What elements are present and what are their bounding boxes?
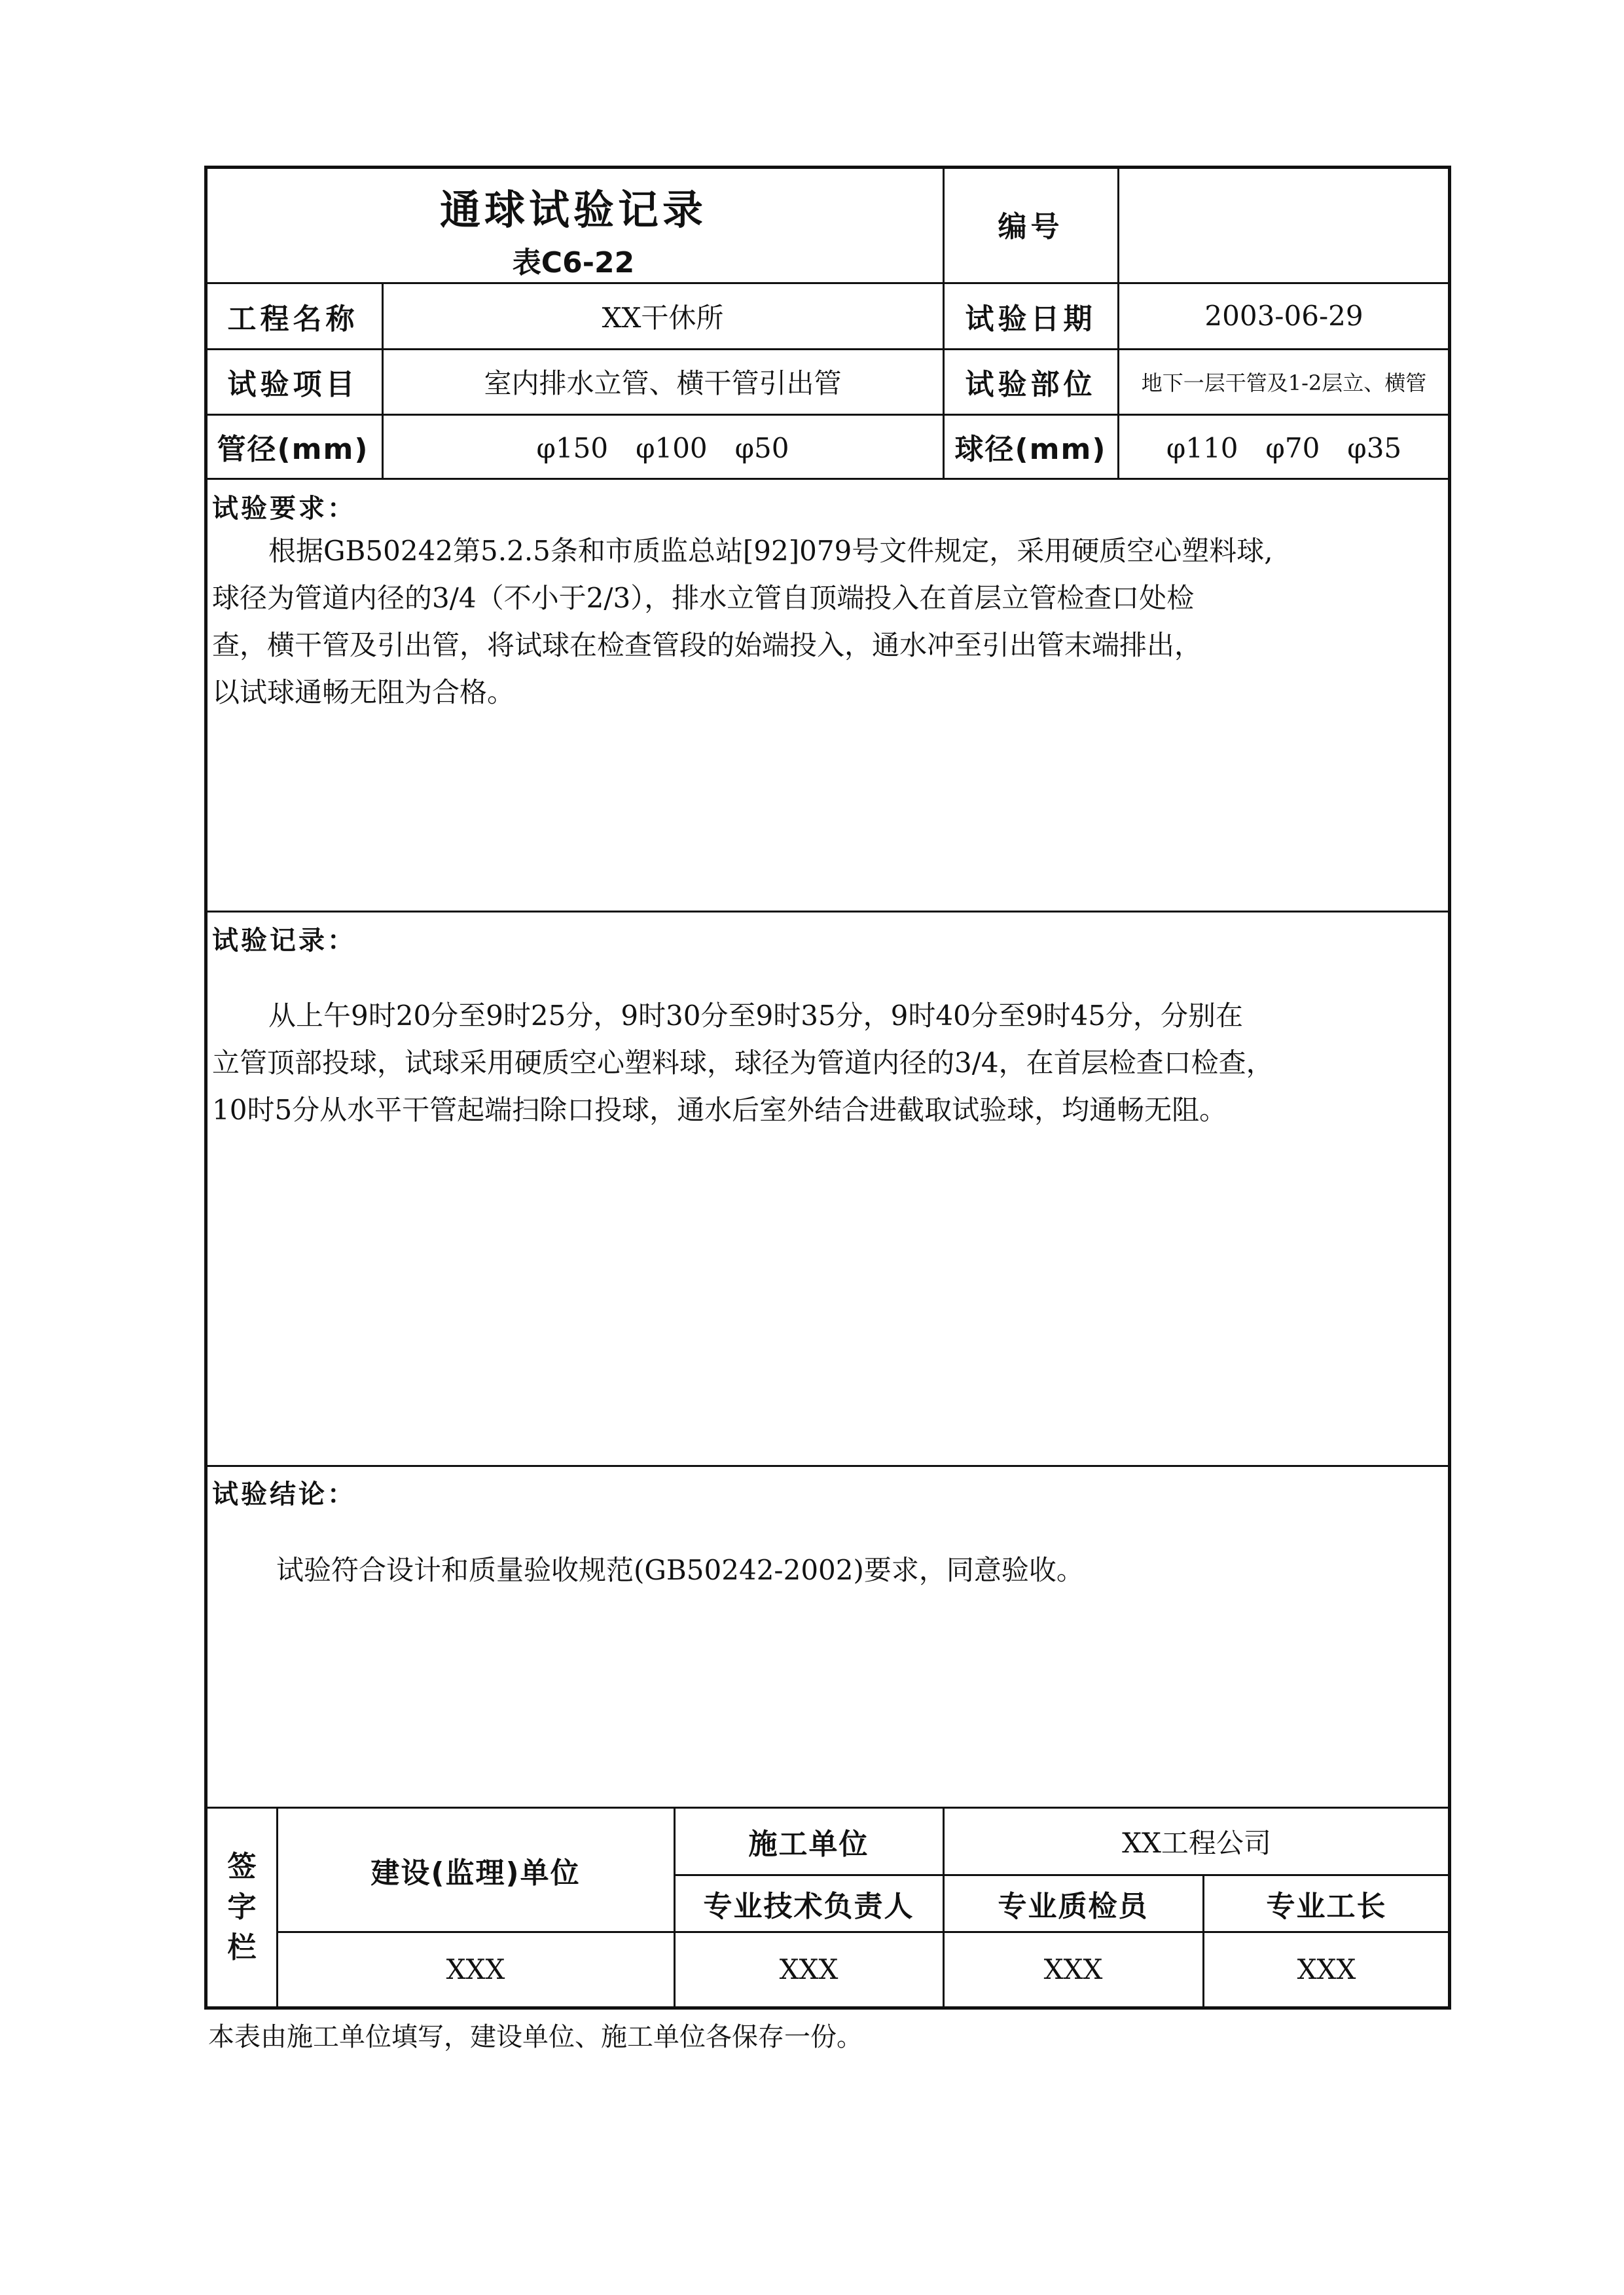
border-bottom [204,2006,1451,2010]
requirements-heading: 试验要求： [212,494,356,524]
rule [204,911,1451,913]
requirements-line: 以试球通畅无阻为合格。 [212,676,515,708]
conclusion-heading: 试验结论： [212,1479,356,1509]
tech-lead-signature: XXX [779,1953,839,1985]
test-record-form [204,166,1451,2010]
footer-note: 本表由施工单位填写，建设单位、施工单位各保存一份。 [208,2022,863,2052]
records-line: 10时5分从水平干管起端扫除口投球，通水后室外结合进截取试验球，均通畅无阻。 [212,1094,1227,1126]
contractor-label: 施工单位 [748,1828,869,1861]
ball-diameter-label: 球径(mm) [954,433,1107,466]
test-location-value: 地下一层干管及1-2层立、横管 [1141,370,1427,395]
requirements-line: 根据GB50242第5.2.5条和市质监总站[92]079号文件规定，采用硬质空心塑料球, [268,535,1273,567]
number-label: 编号 [998,210,1064,244]
foreman-label: 专业工长 [1266,1889,1387,1923]
number-value [1119,166,1449,282]
contractor-value: XX工程公司 [1122,1827,1271,1859]
owner-signature: XXX [446,1953,505,1985]
foreman-signature: XXX [1297,1953,1356,1985]
test-item-label: 试验项目 [227,368,359,401]
test-date-value: 2003-06-29 [1204,300,1363,332]
form-code: 表C6-22 [512,246,635,280]
project-name-value: XX干休所 [602,301,724,334]
rule [204,478,1451,480]
records-heading: 试验记录： [212,926,356,956]
qc-label: 专业质检员 [998,1889,1149,1923]
conclusion-text: 试验符合设计和质量验收规范(GB50242-2002)要求，同意验收。 [276,1554,1084,1586]
pipe-diameter-value: φ150 φ100 φ50 [536,432,789,464]
ball-diameter-value: φ110 φ70 φ35 [1166,432,1402,464]
requirements-line: 球径为管道内径的3/4（不小于2/3），排水立管自顶端投入在首层立管检查口处检 [212,582,1195,614]
requirements-line: 查，横干管及引出管，将试球在检查管段的始端投入，通水冲至引出管末端排出， [212,629,1202,661]
qc-signature: XXX [1043,1953,1103,1985]
test-location-label: 试验部位 [965,368,1096,401]
project-name-label: 工程名称 [227,302,359,336]
tech-lead-label: 专业技术负责人 [703,1889,914,1923]
owner-unit-label: 建设(监理)单位 [370,1856,581,1890]
signature-column-label: 签字栏 [227,1850,257,1964]
records-line: 从上午9时20分至9时25分，9时30分至9时35分，9时40分至9时45分，分别在 [268,1000,1243,1032]
test-date-label: 试验日期 [965,302,1096,336]
test-item-value: 室内排水立管、横干管引出管 [484,367,842,399]
pipe-diameter-label: 管径(mm) [217,433,369,466]
form-title: 通球试验记录 [439,185,707,234]
records-line: 立管顶部投球，试球采用硬质空心塑料球，球径为管道内径的3/4，在首层检查口检查， [212,1047,1274,1079]
rule [204,1465,1451,1467]
